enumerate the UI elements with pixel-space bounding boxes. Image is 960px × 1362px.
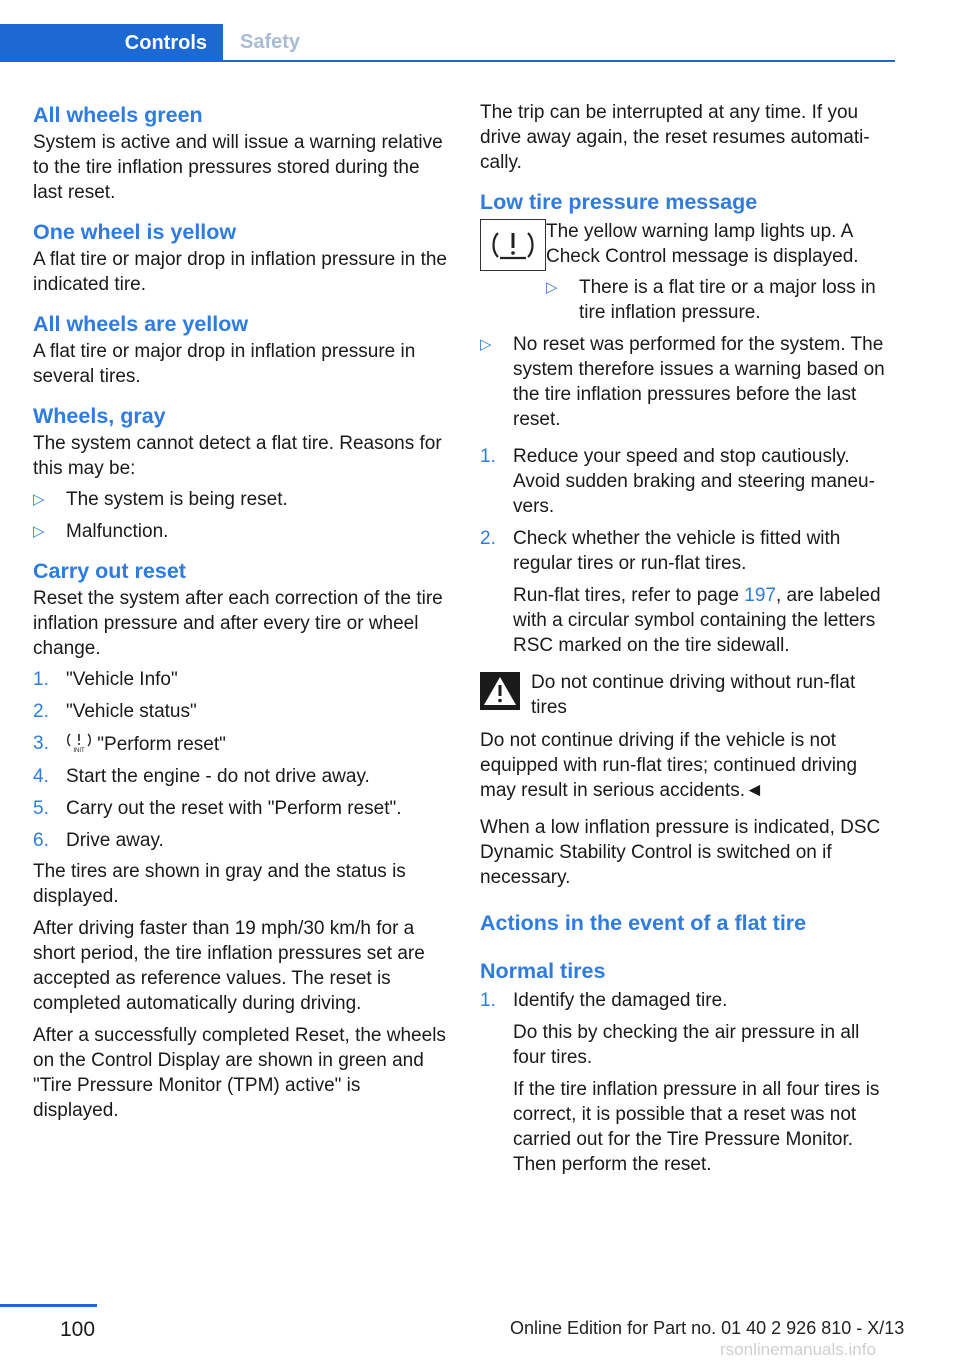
- reset-paragraph-2: After driving faster than 19 mph/30 km/h for a short period, the tire inflation pressures set are accepted as reference values. The reset is completed automatically during driving.: [33, 918, 425, 1014]
- intro-paragraph: The trip can be interrupted at any time. If you drive away again, the reset resumes automatically.: [480, 102, 870, 173]
- triangle-bullet-icon: ▷: [480, 336, 492, 353]
- flat-tire-paragraph-2: If the tire inflation pressure in all four tires is correct, it is possible that a reset was not carried out for the Tire Pressure Monitor. Then perform the reset.: [513, 1079, 880, 1175]
- heading-normal-tires: Normal tires: [480, 959, 606, 983]
- low-pressure-steps: [480, 444, 896, 658]
- list-item: ▷ There is a flat tire or a major loss in tire inflation pressure.: [546, 277, 876, 323]
- section-one-wheel-yellow: [33, 217, 447, 297]
- text-wheels-gray: The system cannot detect a flat tire. Reasons for this may be:: [33, 433, 442, 479]
- list-item: 5. Carry out the reset with "Perform reset".: [33, 798, 402, 819]
- triangle-bullet-icon: ▷: [33, 523, 45, 540]
- list-item: 1. Reduce your speed and stop cautiously. Avoid sudden braking and steering maneuvers.: [480, 446, 875, 517]
- edition-note: Online Edition for Part no. 01 40 2 926 810 - X/13: [510, 1318, 905, 1338]
- tire-init-icon: [66, 731, 92, 753]
- text-one-wheel-yellow: A flat tire or major drop in inflation pressure in the indicated tire.: [33, 249, 447, 295]
- list-item: 2. "Vehicle status": [33, 701, 197, 722]
- section-all-wheels-green: [33, 100, 447, 205]
- warning-title-block: [480, 670, 896, 720]
- heading-one-wheel-yellow: One wheel is yellow: [33, 220, 237, 244]
- warning-lamp-text: The yellow warning lamp lights up. A Check Control message is displayed.: [546, 221, 859, 267]
- heading-carry-out-reset: Carry out reset: [33, 559, 186, 583]
- heading-low-pressure: Low tire pressure message: [480, 190, 758, 214]
- tab-rule: [0, 60, 895, 62]
- section-wheels-gray: [33, 401, 447, 544]
- list-item: ▷ No reset was performed for the system. The system therefore issues a warning based on the tire inflation pressures before the last reset.: [480, 334, 885, 430]
- reset-paragraph-1: The tires are shown in gray and the status is displayed.: [33, 861, 406, 907]
- text-all-wheels-green: System is active and will issue a warning relative to the tire inflation pressures stored during the last reset.: [33, 132, 443, 203]
- flat-tire-paragraph-1: Do this by checking the air pressure in all four tires.: [513, 1022, 860, 1068]
- init-label: INIT: [73, 748, 85, 753]
- flat-tire-steps: [480, 988, 896, 1177]
- list-item: 1. "Vehicle Info": [33, 669, 178, 690]
- heading-all-wheels-green: All wheels green: [33, 103, 203, 127]
- reset-steps-list: [33, 667, 447, 853]
- section-carry-out-reset: [33, 556, 447, 1123]
- lamp-sub-list: [546, 275, 896, 325]
- chapter-tab-bar: [0, 24, 895, 62]
- section-run-flat-warning: [480, 670, 896, 803]
- gray-reasons-list: [33, 487, 447, 544]
- tab-safety[interactable]: Safety: [240, 30, 301, 53]
- list-item: 1. Identify the damaged tire. Do this by checking the air pressure in all four tires. If the tire inflation pressure in all four tires is correct, it is possible that a reset was not carried out for the Tire Pressure Monitor. Then perform the reset.: [480, 988, 896, 1177]
- heading-wheels-gray: Wheels, gray: [33, 404, 166, 428]
- list-item: ▷ The system is being reset.: [33, 489, 288, 510]
- warning-lamp-block: [480, 219, 896, 325]
- section-low-pressure: [480, 187, 896, 658]
- left-column: [33, 100, 447, 1135]
- reset-paragraph-3: After a successfully completed Reset, the wheels on the Control Display are shown in green and "Tire Pressure Monitor (TPM) active" is displayed.: [33, 1025, 446, 1121]
- text-all-wheels-yellow: A flat tire or major drop in inflation pressure in several tires.: [33, 341, 416, 387]
- no-reset-list: [480, 332, 896, 432]
- tab-controls[interactable]: Controls: [0, 24, 223, 62]
- footer-rule: [0, 1304, 97, 1307]
- triangle-bullet-icon: ▷: [546, 279, 558, 296]
- warning-title: Do not continue driving without run-flat tires: [531, 672, 856, 718]
- warning-triangle-icon: [480, 672, 520, 710]
- list-item: 3. INIT "Perform reset": [33, 733, 226, 755]
- text-carry-out-reset: Reset the system after each correction of the tire inflation pressure and after every tire or wheel change.: [33, 588, 443, 659]
- list-item: ▷ Malfunction.: [33, 521, 169, 542]
- section-flat-tire: [480, 908, 896, 1177]
- watermark: rsonlinemanuals.info: [720, 1340, 876, 1359]
- run-flat-reference: Run-flat tires, refer to page 197, are labeled with a circular symbol containing the letters RSC marked on the tire sidewall.: [513, 585, 881, 656]
- heading-all-wheels-yellow: All wheels are yellow: [33, 312, 249, 336]
- right-column: [480, 100, 896, 1184]
- heading-flat-tire: Actions in the event of a flat tire: [480, 911, 807, 935]
- dsc-paragraph: When a low inflation pressure is indicated, DSC Dynamic Stability Control is switched on if necessary.: [480, 817, 881, 888]
- triangle-bullet-icon: ▷: [33, 491, 45, 508]
- list-item: 4. Start the engine - do not drive away.: [33, 766, 370, 787]
- warning-lamp-icon: [480, 219, 546, 271]
- list-item: 6. Drive away.: [33, 830, 164, 851]
- list-item: 2. Check whether the vehicle is fitted with regular tires or run-flat tires. Run-flat tires, refer to page 197, are labeled with a circular symbol containing the letters RSC marked on the tire sidewall.: [480, 526, 896, 658]
- page-number: 100: [60, 1318, 96, 1341]
- warning-text: Do not continue driving if the vehicle is not equipped with run-flat tires; continued driving may result in serious accidents.◄: [480, 730, 858, 801]
- section-all-wheels-yellow: [33, 309, 447, 389]
- page-link[interactable]: 197: [744, 585, 776, 606]
